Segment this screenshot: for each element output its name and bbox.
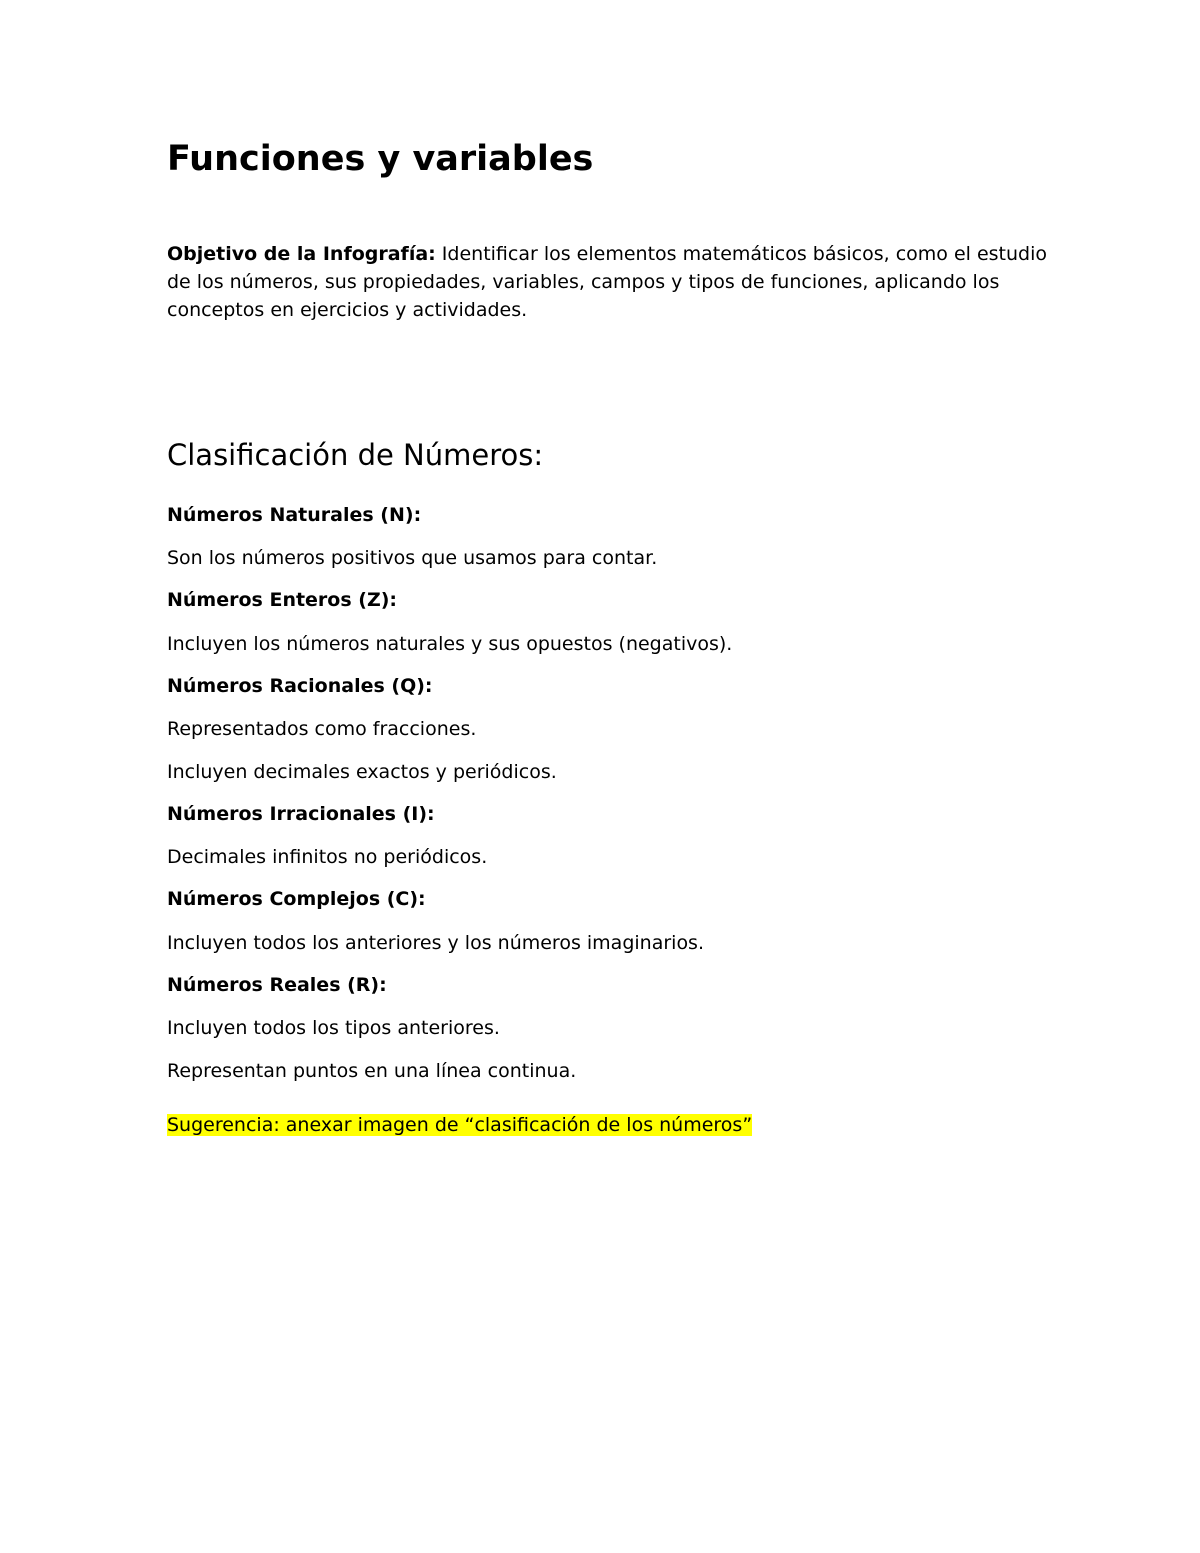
heading-reales: Números Reales (R): <box>167 974 387 996</box>
text-irracionales: Decimales infinitos no periódicos. <box>167 846 488 868</box>
heading-complejos: Números Complejos (C): <box>167 888 426 910</box>
objective-label: Objetivo de la Infografía: <box>167 243 436 265</box>
suggestion-highlight: Sugerencia: anexar imagen de “clasificación de los números” <box>167 1114 753 1136</box>
objective-paragraph <box>167 240 1067 324</box>
objective-text: Identificar los elementos matemáticos básicos, como el estudio de los números, sus propiedades, variables, campos y tipos de funciones, aplicando los conceptos en ejercicios y actividades. <box>167 243 1047 321</box>
text-complejos: Incluyen todos los anteriores y los números imaginarios. <box>167 932 705 954</box>
heading-irracionales: Números Irracionales (I): <box>167 803 435 825</box>
text-enteros: Incluyen los números naturales y sus opuestos (negativos). <box>167 633 733 655</box>
text-racionales-1: Representados como fracciones. <box>167 718 477 740</box>
text-racionales-2: Incluyen decimales exactos y periódicos. <box>167 761 557 783</box>
heading-racionales: Números Racionales (Q): <box>167 675 433 697</box>
heading-enteros: Números Enteros (Z): <box>167 589 398 611</box>
text-reales-2: Representan puntos en una línea continua. <box>167 1060 577 1082</box>
text-naturales: Son los números positivos que usamos para contar. <box>167 547 658 569</box>
document-title: Funciones y variables <box>167 139 594 179</box>
section-heading: Clasificación de Números: <box>167 438 544 472</box>
heading-naturales: Números Naturales (N): <box>167 504 422 526</box>
text-reales-1: Incluyen todos los tipos anteriores. <box>167 1017 500 1039</box>
suggestion-note <box>167 1111 752 1139</box>
